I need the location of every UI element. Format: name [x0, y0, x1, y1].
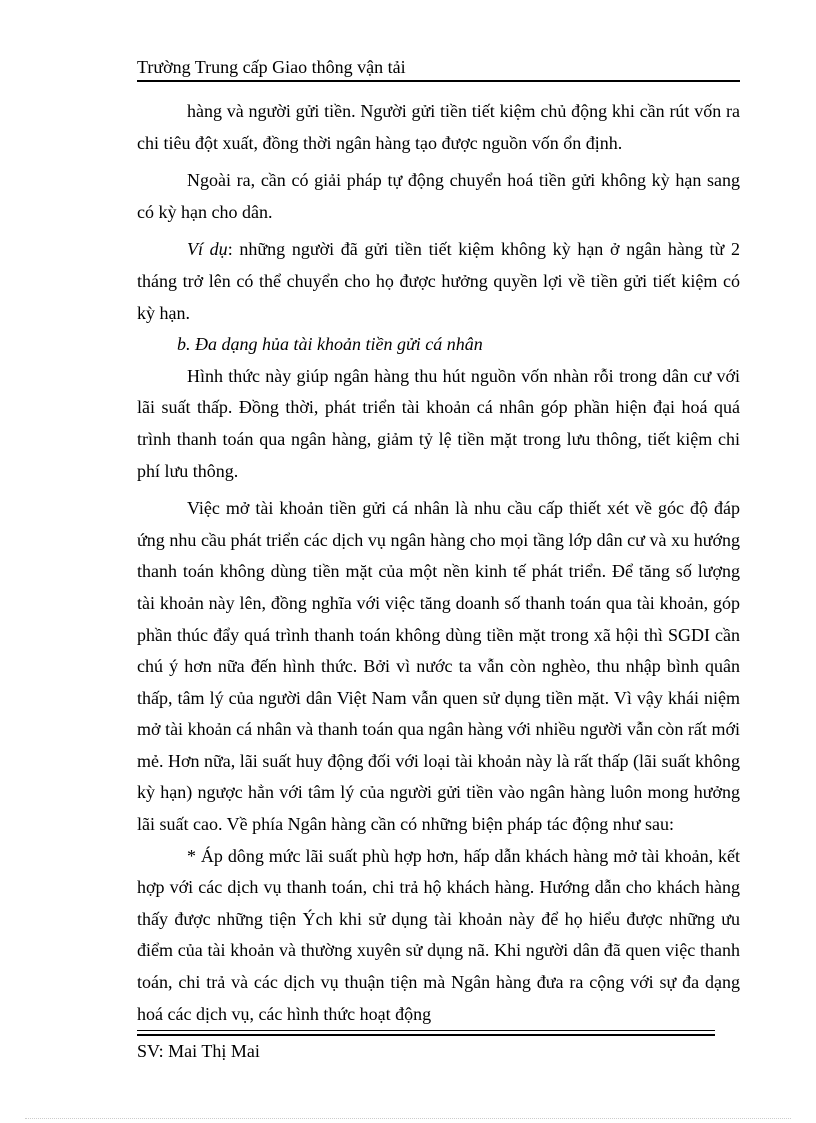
- example-text: : những người đã gửi tiền tiết kiệm không kỳ hạn ở ngân hàng từ 2 tháng trở lên có thể chuyển cho họ được hưởng quyền lợi về tiền gửi tiết kiệm có kỳ hạn.: [137, 239, 740, 323]
- paragraph-6: * Áp dông mức lãi suất phù hợp hơn, hấp dẫn khách hàng mở tài khoản, kết hợp với các dịch vụ thanh toán, chi trả hộ khách hàng. Hướng dẫn cho khách hàng thấy được những tiện Ých khi sử dụng tài khoản này để họ hiểu được những ưu điểm của tài khoản và thường xuyên sử dụng nã. Khi người dân đã quen việc thanh toán, chi trả và các dịch vụ thuận tiện mà Ngân hàng đưa ra cộng với sự đa dạng hoá các dịch vụ, các hình thức hoạt động: [137, 845, 740, 1024]
- paragraph-2: Ngoài ra, cần có giải pháp tự động chuyển hoá tiền gửi không kỳ hạn sang có kỳ hạn cho dân.: [137, 170, 740, 222]
- footer-author: SV: Mai Thị Mai: [137, 1041, 260, 1061]
- example-label: Ví dụ: [187, 239, 228, 260]
- paragraph-1: hàng và người gửi tiền. Người gửi tiền tiết kiệm chủ động khi cần rút vốn ra chi tiêu đột xuất, đồng thời ngân hàng tạo được nguồn vốn ổn định.: [137, 101, 740, 153]
- section-heading-b: b. Đa dạng hủa tài khoản tiền gửi cá nhân: [177, 334, 483, 355]
- footer-rule-thin: [137, 1030, 715, 1031]
- paragraph-3: [137, 234, 740, 329]
- page-edge-dotted-line: [25, 1118, 791, 1119]
- body-text: [137, 96, 740, 1030]
- header-rule: [137, 80, 740, 82]
- paragraph-4: Hình thức này giúp ngân hàng thu hút nguồn vốn nhàn rỗi trong dân cư với lãi suất thấp. Đồng thời, phát triển tài khoản cá nhân góp phần hiện đại hoá quá trình thanh toán qua ngân hàng, giảm tỷ lệ tiền mặt trong lưu thông, tiết kiệm chi phí lưu thông.: [137, 365, 740, 481]
- paragraph-5: Việc mở tài khoản tiền gửi cá nhân là nhu cầu cấp thiết xét về góc độ đáp ứng nhu cầu phát triển các dịch vụ ngân hàng cho mọi tầng lớp dân cư và xu hướng thanh toán không dùng tiền mặt của một nền kinh tế phát triển. Để tăng số lượng tài khoản này lên, đồng nghĩa với việc tăng doanh số thanh toán qua tài khoản, góp phần thúc đẩy quá trình thanh toán không dùng tiền mặt trong xã hội thì SGDI cần chú ý hơn nữa đến hình thức. Bởi vì nước ta vẫn còn nghèo, thu nhập bình quân thấp, tâm lý của người dân Việt Nam vẫn quen sử dụng tiền mặt. Vì vậy khái niệm mở tài khoản cá nhân và thanh toán qua ngân hàng với nhiều người vẫn còn rất mới mẻ. Hơn nữa, lãi suất huy động đối với loại tài khoản này là rất thấp (lãi suất không kỳ hạn) ngược hẳn với tâm lý của người gửi tiền vào ngân hàng luôn mong hưởng lãi suất cao. Về phía Ngân hàng cần có những biện pháp tác động như sau:: [137, 498, 740, 835]
- header-title: Trường Trung cấp Giao thông vận tải: [137, 57, 406, 77]
- footer-rule-thick: [137, 1034, 715, 1036]
